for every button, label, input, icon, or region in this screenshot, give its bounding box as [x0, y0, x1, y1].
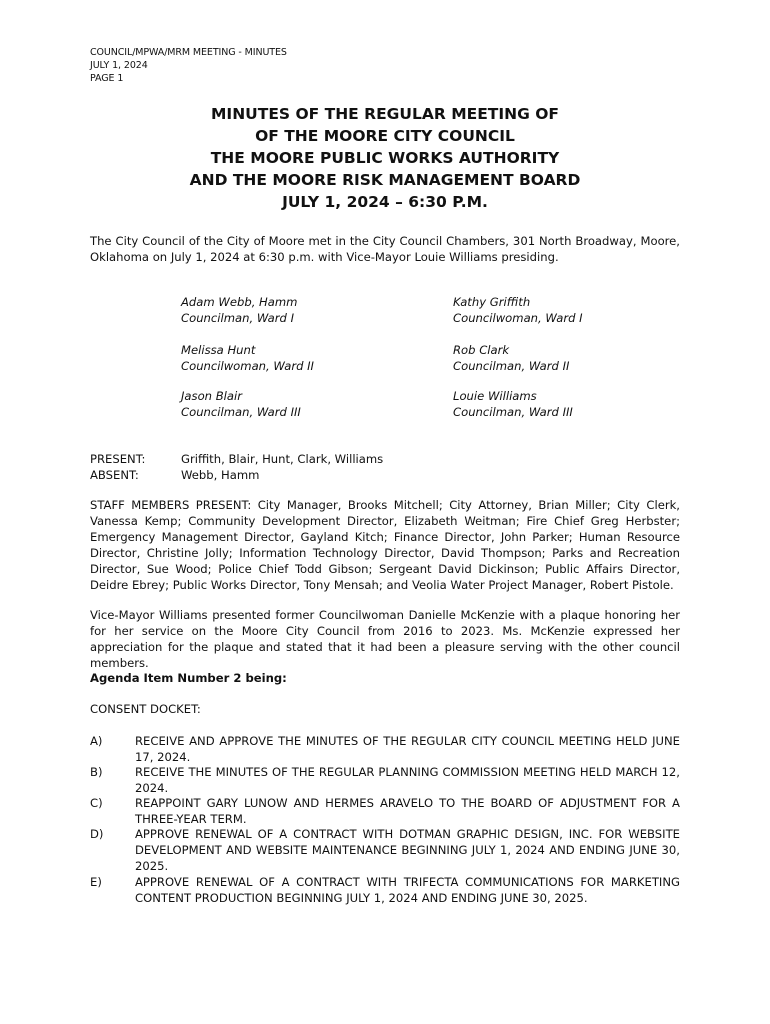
member-title: Councilwoman, Ward I: [453, 311, 583, 325]
header-date-line: JULY 1, 2024: [90, 60, 148, 71]
roster-member: [453, 388, 573, 420]
staff-paragraph: STAFF MEMBERS PRESENT: City Manager, Brooks Mitchell; City Attorney, Brian Miller; City Clerk, Vanessa Kemp; Community Development Director, Elizabeth Weitman; Fire Chief Greg Herbster; Emergency Management Director, Gayland Kitch; Finance Director, John Parker; Human Resource Director, Christine Jolly; Information Technology Director, David Thompson; Parks and Recreation Director, Sue Wood; Police Chief Todd Gibson; Sergeant David Dickinson; Public Affairs Director, Deidre Ebrey; Public Works Director, Tony Mensah; and Veolia Water Project Manager, Robert Pistole.: [90, 498, 680, 592]
absent-label: ABSENT:: [90, 468, 139, 482]
roster-member: [453, 342, 569, 374]
plaque-paragraph: Vice-Mayor Williams presented former Councilwoman Danielle McKenzie with a plaque honoring her for her service on the Moore City Council from 2016 to 2023. Ms. McKenzie expressed her appreciation for the plaque and stated that it had been a pleasure serving with the other council members.: [90, 608, 680, 670]
member-title: Councilman, Ward III: [181, 405, 301, 419]
item-letter: D): [90, 827, 104, 841]
header-page-line: PAGE 1: [90, 73, 124, 84]
roster-member: [181, 388, 301, 420]
item-letter: C): [90, 796, 103, 810]
title-line-3: THE MOORE PUBLIC WORKS AUTHORITY: [210, 149, 560, 167]
title-line-2: OF THE MOORE CITY COUNCIL: [255, 127, 515, 145]
roster-member: [453, 294, 583, 326]
agenda-heading: Agenda Item Number 2 being:: [90, 671, 287, 685]
present-value: Griffith, Blair, Hunt, Clark, Williams: [181, 452, 384, 466]
item-letter: A): [90, 734, 103, 748]
page-header: [90, 46, 287, 85]
item-text: APPROVE RENEWAL OF A CONTRACT WITH DOTMAN GRAPHIC DESIGN, INC. FOR WEBSITE DEVELOPMENT AND WEBSITE MAINTENANCE BEGINNING JULY 1, 2024 AND ENDING JUNE 30, 2025.: [135, 827, 680, 873]
member-title: Councilman, Ward III: [453, 405, 573, 419]
item-text: APPROVE RENEWAL OF A CONTRACT WITH TRIFECTA COMMUNICATIONS FOR MARKETING CONTENT PRODUCTION BEGINNING JULY 1, 2024 AND ENDING JUNE 30, 2025.: [135, 875, 680, 905]
item-text: RECEIVE AND APPROVE THE MINUTES OF THE REGULAR CITY COUNCIL MEETING HELD JUNE 17, 2024.: [135, 734, 680, 764]
roster-member: [181, 342, 314, 374]
title-line-4: AND THE MOORE RISK MANAGEMENT BOARD: [189, 171, 581, 189]
title-line-5: JULY 1, 2024 – 6:30 P.M.: [282, 193, 488, 211]
member-name: Jason Blair: [181, 389, 242, 403]
header-meeting-line: COUNCIL/MPWA/MRM MEETING - MINUTES: [90, 47, 287, 58]
member-name: Louie Williams: [453, 389, 537, 403]
member-title: Councilwoman, Ward II: [181, 359, 314, 373]
member-name: Adam Webb, Hamm: [181, 295, 298, 309]
item-letter: B): [90, 765, 103, 779]
item-text: REAPPOINT GARY LUNOW AND HERMES ARAVELO TO THE BOARD OF ADJUSTMENT FOR A THREE-YEAR TERM.: [135, 796, 680, 826]
member-title: Councilman, Ward II: [453, 359, 570, 373]
member-title: Councilman, Ward I: [181, 311, 294, 325]
member-name: Kathy Griffith: [453, 295, 531, 309]
intro-paragraph: The City Council of the City of Moore met in the City Council Chambers, 301 North Broadway, Moore, Oklahoma on July 1, 2024 at 6:30 p.m. with Vice-Mayor Louie Williams presiding.: [90, 234, 680, 264]
member-name: Melissa Hunt: [181, 343, 256, 357]
member-name: Rob Clark: [453, 343, 510, 357]
roster-member: [181, 294, 297, 326]
title-line-1: MINUTES OF THE REGULAR MEETING OF: [211, 105, 559, 123]
present-label: PRESENT:: [90, 452, 146, 466]
item-text: RECEIVE THE MINUTES OF THE REGULAR PLANNING COMMISSION MEETING HELD MARCH 12, 2024.: [135, 765, 680, 795]
item-letter: E): [90, 875, 102, 889]
absent-value: Webb, Hamm: [181, 468, 260, 482]
consent-heading: CONSENT DOCKET:: [90, 702, 201, 716]
document-title: [130, 103, 640, 213]
